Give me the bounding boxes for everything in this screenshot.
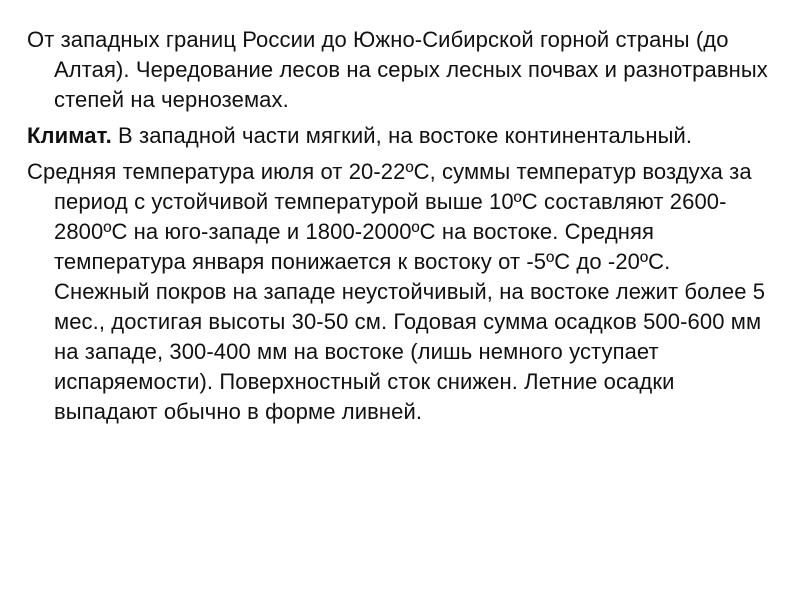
paragraph-climate [27, 121, 770, 151]
paragraph-region-extent [27, 25, 770, 115]
climate-heading: Климат. [27, 123, 112, 148]
paragraph-temperature [27, 157, 770, 427]
paragraph-region-extent-text: От западных границ России до Южно-Сибирской горной страны (до Алтая). Чередование лесов на серых лесных почвах и разнотравных степей на черноземах. [27, 27, 768, 112]
paragraph-temperature-text: Средняя температура июля от 20-22ºС, суммы температур воздуха за период с устойчивой температурой выше 10ºС составляют 2600-2800ºС на юго-западе и 1800-2000ºС на востоке. Средняя температура января понижается к востоку от -5ºС до -20ºС. Снежный покров на западе неустойчивый, на востоке лежит более 5 мес., достигая высоты 30-50 см. Годовая сумма осадков 500-600 мм на западе, 300-400 мм на востоке (лишь немного уступает испаряемости). Поверхностный сток снижен. Летние осадки выпадают обычно в форме ливней. [27, 159, 766, 424]
paragraph-climate-text: В западной части мягкий, на востоке континентальный. [111, 123, 693, 148]
